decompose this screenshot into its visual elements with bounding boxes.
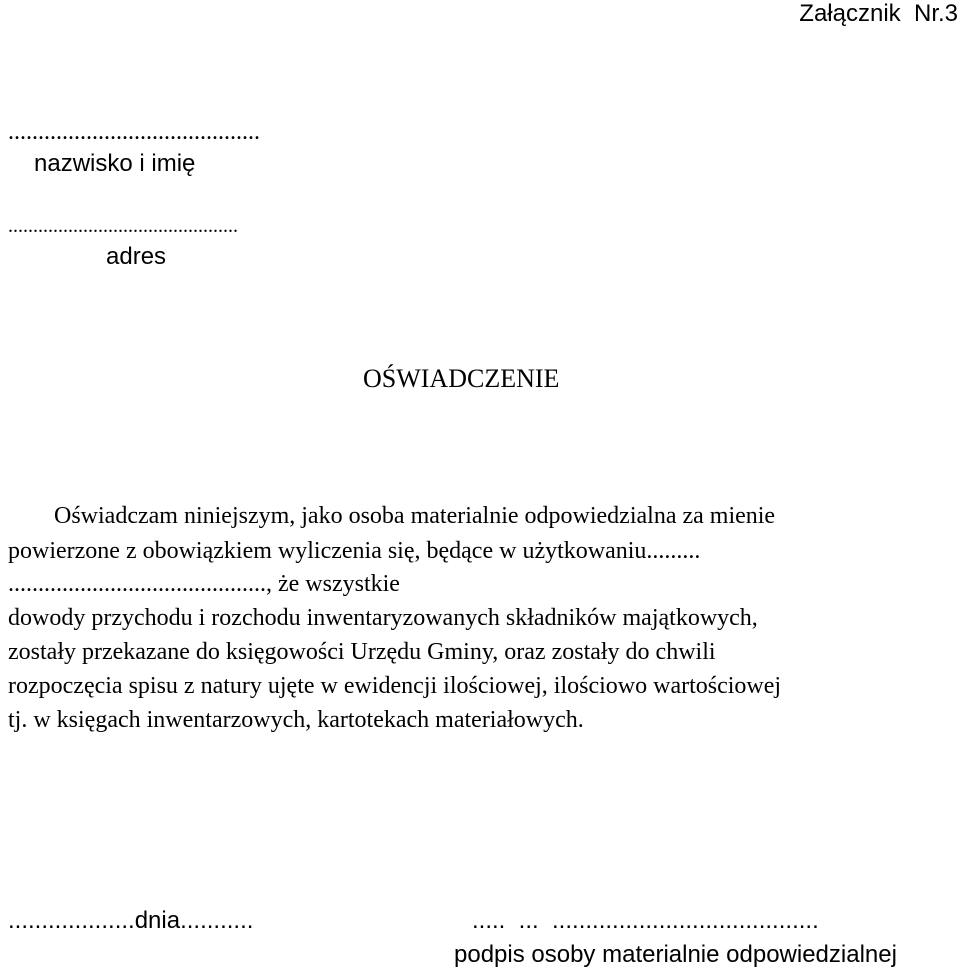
name-dotted-line: ..........................................	[8, 119, 260, 145]
document-title: OŚWIADCZENIE	[363, 364, 560, 393]
body-line-4: dowody przychodu i rozchodu inwentaryzowanych składników majątkowych,	[8, 605, 758, 631]
name-label: nazwisko i imię	[34, 150, 196, 177]
date-line: ...................dnia...........	[8, 907, 254, 934]
address-dotted-line: ..............................................	[8, 215, 238, 237]
body-line-3: ..........................................., że wszystkie	[8, 571, 400, 597]
address-label: adres	[106, 243, 167, 270]
body-line-5: zostały przekazane do księgowości Urzędu Gminy, oraz zostały do chwili	[8, 639, 716, 665]
signature-label: podpis osoby materialnie odpowiedzialnej	[454, 941, 897, 968]
body-line-6: rozpoczęcia spisu z natury ujęte w ewidencji ilościowej, ilościowo wartościowej	[8, 673, 782, 699]
body-line-7: tj. w księgach inwentarzowych, kartotekach materiałowych.	[8, 707, 584, 733]
signature-dotted-line: ..... ... ........................................	[472, 907, 819, 934]
attachment-label: Załącznik Nr.3	[799, 0, 958, 27]
body-line-1: Oświadczam niniejszym, jako osoba materialnie odpowiedzialna za mienie	[54, 503, 776, 529]
body-line-2: powierzone z obowiązkiem wyliczenia się, będące w użytkowaniu.........	[8, 538, 701, 564]
